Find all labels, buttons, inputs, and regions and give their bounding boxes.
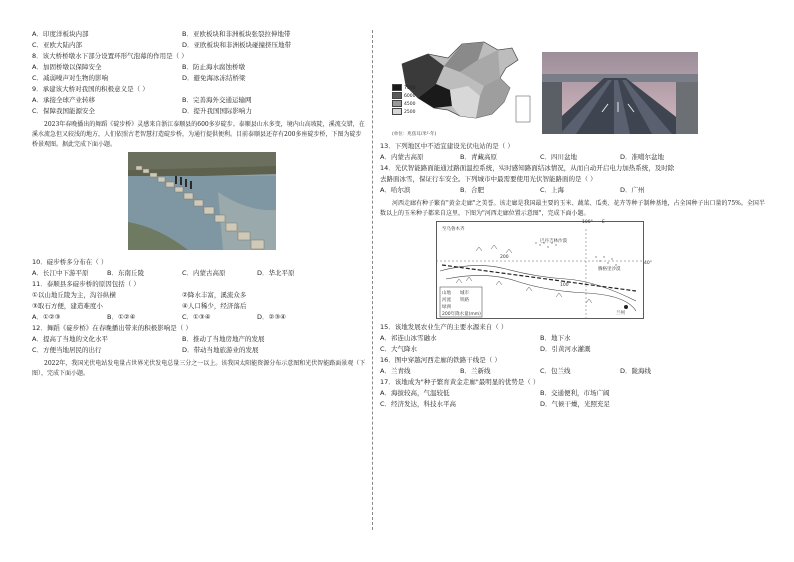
option-row: [380, 400, 765, 411]
legend-isohyet: 200年降水量(mm): [442, 312, 481, 317]
option-b: B．东南丘陵: [107, 269, 144, 277]
label-latitude: 40°: [644, 261, 652, 266]
option-row: [380, 367, 765, 378]
legend-swatch: [392, 84, 402, 91]
option-row: [32, 74, 367, 85]
option-row: [380, 186, 765, 197]
option-b: B．①②④: [107, 313, 136, 321]
right-column: [380, 30, 765, 411]
left-column: [32, 30, 367, 381]
option-a: A．印度洋板块内部: [32, 30, 89, 38]
question-15: 15．该地发展农业生产的主要水源来自（ ）: [380, 323, 508, 331]
question-8: 8．该大桥桥墩水下部分设置环形气泡幕的作用是（ ）: [32, 52, 188, 60]
legend-swatch: [392, 108, 402, 115]
statement-3: ③取石方便，建造难度小: [32, 302, 103, 310]
option-c: C．减弱噪声对生物的影响: [32, 74, 109, 82]
option-row: [32, 313, 367, 324]
option-c: C．四川盆地: [540, 153, 578, 161]
legend-label: 6000: [404, 94, 416, 99]
option-d: D．气候干燥，光照充足: [540, 400, 611, 408]
label-east: E: [602, 220, 605, 225]
option-a: A．承接全球产业转移: [32, 96, 95, 104]
option-d: D．引黄河水灌溉: [540, 345, 591, 353]
option-a: A．哈尔滨: [380, 186, 411, 194]
label-urumqi: 至乌鲁木齐: [442, 227, 465, 232]
smart-road-photo: [542, 52, 698, 134]
option-c: C．内蒙古高原: [182, 269, 226, 277]
option-row: [380, 345, 765, 356]
option-b: B．合肥: [460, 186, 484, 194]
option-b: B．防止海水腐蚀桥墩: [182, 63, 245, 71]
legend-label: 7500: [404, 86, 416, 91]
label-isohyet-200: 200: [500, 255, 509, 260]
figure-solar: [380, 30, 765, 142]
question-13: 13．下列地区中不适宜建设光伏电站的是（ ）: [380, 142, 514, 150]
option-d: D．陇海线: [620, 367, 652, 375]
option-a: A．内蒙古高原: [380, 153, 424, 161]
option-c: C．上海: [540, 186, 565, 194]
question-10: 10．碇步桥多分布在（ ）: [32, 258, 108, 266]
option-d: D．广州: [620, 186, 645, 194]
option-b: B．兰新线: [460, 367, 491, 375]
option-a: A．祁连山冰雪融水: [380, 334, 437, 342]
question-16: 16．图中穿越河西走廊的铁路干线是（ ）: [380, 356, 501, 364]
option-d: D．带动当地旅游业的发展: [182, 346, 259, 354]
option-a: A．提高了当地的文化水平: [32, 335, 108, 343]
option-row: [32, 107, 367, 118]
option-row: [32, 63, 367, 74]
option-row: [32, 41, 367, 52]
option-c: C．保障我国能源安全: [32, 107, 96, 115]
option-row: [32, 346, 367, 357]
option-row: [32, 335, 367, 346]
passage-hexi: 河西走廊有种子繁育"黄金走廊"之美誉。该走廊是我国最主要的玉米、蔬菜、瓜类、花卉等种子制种基地，占全国种子出口量的75%。全国半数以上的玉米种子都来自这里，下图为"河西走廊位置示意图"，完成下面小题。: [380, 200, 765, 217]
question-9: 9．承建该大桥对我国的积极意义是（ ）: [32, 85, 149, 93]
question-14-line2: 去路面冰雪，保证行车安全。下列城市中最需要使用光伏智能路面的是（ ）: [380, 175, 597, 183]
legend-city: 城市: [460, 291, 469, 296]
legend-swatch: [392, 92, 402, 99]
question-11: 11．泰顺县多碇步桥的原因包括（ ）: [32, 280, 140, 288]
passage-stepping-stone: 2023年春晚播出的舞蹈《碇步桥》灵感来自浙江泰顺县的600多岁碇步。泰顺县山水多变，境内山高坡陡，溪流交错，在溪水流急但又较浅的地方，人们依照古老智慧打造碇步桥，为通行提供便利。目前泰顺县还存有200多座碇步桥，下图为碇步桥景观图。据此完成下面小题。: [32, 121, 365, 148]
option-c: C．①③④: [182, 313, 211, 321]
legend-entry: [392, 92, 415, 100]
option-c: C．经济发达，科技水平高: [380, 400, 457, 408]
statement-2: ②降水丰富，溪流众多: [182, 291, 247, 299]
legend-label: 4500: [404, 102, 416, 107]
label-lanzhou: 兰州: [616, 311, 625, 316]
option-b: B．交通便利，市场广阔: [540, 389, 610, 397]
option-b: B．青藏高原: [460, 153, 497, 161]
legend-railway: 铁路: [460, 298, 469, 303]
option-d: D．②③④: [257, 313, 286, 321]
statement-4: ④人口稀少，经济落后: [182, 302, 247, 310]
option-b: B．地下水: [540, 334, 571, 342]
question-17: 17．该地成为"种子繁育黄金走廊"最明显的优势是（ ）: [380, 378, 540, 386]
passage-solar: 2022年，我国光伏电站发电量占世界光伏发电总量三分之一以上。该我国太阳能资源分布示意图和光伏智能路面景观（下图），完成下面小题。: [32, 360, 366, 377]
map-legend-title: (单位：兆焦耳/米²·年): [392, 132, 437, 137]
photo-container: [32, 152, 367, 254]
option-row: [380, 389, 765, 400]
option-c: C．方便当地居民的出行: [32, 346, 102, 354]
column-divider: [372, 30, 373, 530]
legend-swatch: [392, 100, 402, 107]
label-badain-jaran: 巴丹吉林沙漠: [540, 239, 567, 244]
option-d: D．华北平原: [257, 269, 295, 277]
legend-mountain: 山地: [442, 291, 451, 296]
option-row: [380, 334, 765, 345]
option-row: [32, 96, 367, 107]
option-a: A．兰青线: [380, 367, 411, 375]
map-legend: [392, 84, 415, 116]
legend-oasis: 绿洲: [442, 305, 451, 310]
legend-entry: [392, 84, 415, 92]
label-isohyet-100: 100: [560, 283, 569, 288]
option-row: [32, 269, 367, 280]
option-row: [32, 30, 367, 41]
statement-1: ①以山地丘陵为主，沟谷纵横: [32, 291, 116, 299]
label-tengger: 腾格里沙漠: [598, 267, 621, 272]
option-b: B．完善海外交通运输网: [182, 96, 252, 104]
legend-entry: [392, 100, 415, 108]
option-b: B．亚欧板块和非洲板块张裂拉伸地带: [182, 30, 291, 38]
statement-row: [32, 302, 367, 313]
option-d: D．准噶尔盆地: [620, 153, 665, 161]
option-d: D．亚欧板块和非洲板块碰撞挤压地带: [182, 41, 292, 49]
label-longitude: 100°: [582, 220, 593, 225]
option-c: C．包兰线: [540, 367, 571, 375]
figure-hexi: [380, 221, 765, 323]
option-a: A．①②③: [32, 313, 61, 321]
option-c: C．大气降水: [380, 345, 418, 353]
option-b: B．推动了当地房地产的发展: [182, 335, 265, 343]
option-d: D．提升我国国际影响力: [182, 107, 253, 115]
question-14-line1: 14．光伏智能路面能通过路面温控系统，实时感知路面结冰情况，从而自动开启电力加热系统，及时除: [380, 164, 675, 172]
option-d: D．避免海冰冻结桥梁: [182, 74, 246, 82]
option-row: [380, 153, 765, 164]
option-a: A．长江中下游平原: [32, 269, 89, 277]
stepping-stone-bridge-photo: [128, 152, 276, 250]
option-a: A．海拔较高，气温较低: [380, 389, 450, 397]
statement-row: [32, 291, 367, 302]
option-a: A．加固桥墩以保障安全: [32, 63, 102, 71]
legend-label: 2500: [404, 110, 416, 115]
question-12: 12．舞蹈《碇步桥》在春晚播出带来的积极影响是（ ）: [32, 324, 192, 332]
legend-entry: [392, 108, 415, 116]
option-c: C．亚欧大陆内部: [32, 41, 83, 49]
legend-river: 河流: [442, 298, 451, 303]
